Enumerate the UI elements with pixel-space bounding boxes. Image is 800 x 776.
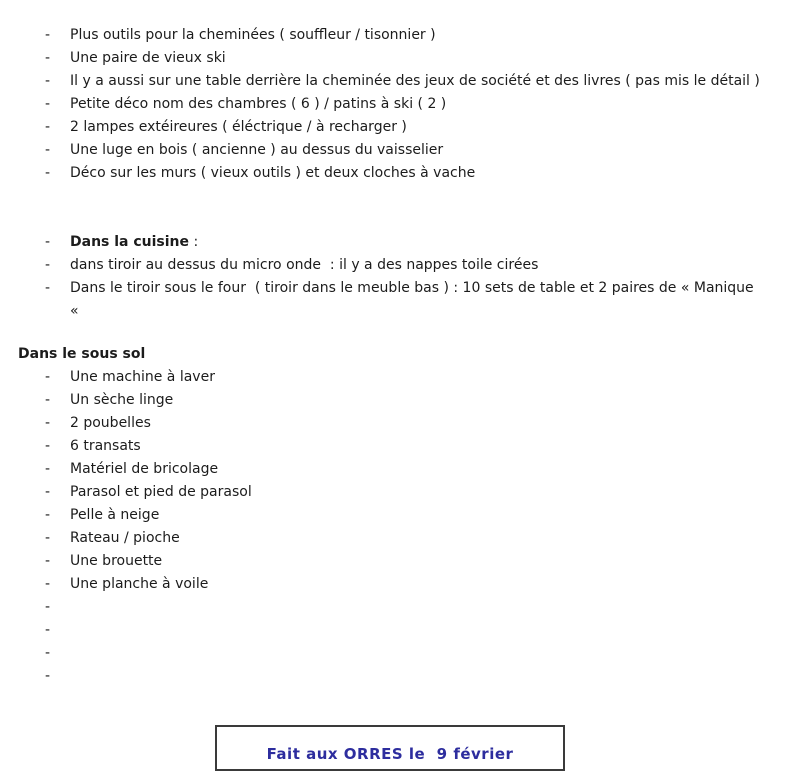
- list-item-text: 2 poubelles: [70, 415, 151, 431]
- list-item-text: Un sèche linge: [70, 392, 174, 408]
- bullet-dash: -: [45, 234, 51, 250]
- list-item-text: 6 transats: [70, 438, 141, 454]
- list-item: [0, 458, 800, 481]
- list-item: [0, 70, 800, 93]
- bullet-dash: -: [45, 438, 51, 454]
- list-item-text: Dans la cuisine :: [70, 234, 199, 250]
- list-item: [0, 162, 800, 185]
- list-item-text: Déco sur les murs ( vieux outils ) et deux cloches à vache: [70, 165, 476, 181]
- list-item: [0, 389, 800, 412]
- list-item: [0, 550, 800, 573]
- bullet-dash: -: [45, 280, 51, 296]
- list-item-text: Il y a aussi sur une table derrière la cheminée des jeux de société et des livres ( pas mis le détail ): [70, 73, 760, 89]
- bullet-dash: -: [45, 576, 51, 592]
- bullet-dash: -: [45, 165, 51, 181]
- bullet-dash: -: [45, 257, 51, 273]
- bullet-dash: -: [45, 27, 51, 43]
- list-item: [0, 665, 800, 688]
- section-heading-sous-sol: Dans le sous sol: [18, 346, 146, 362]
- bullet-dash: -: [45, 73, 51, 89]
- list-item-text: Une brouette: [70, 553, 163, 569]
- list-item: [0, 504, 800, 527]
- bullet-dash: -: [45, 461, 51, 477]
- list-item-text: Plus outils pour la cheminées ( souffleur / tisonnier ): [70, 27, 436, 43]
- list-item-text: Une planche à voile: [70, 576, 209, 592]
- list-cuisine-items: [0, 231, 800, 323]
- bullet-dash: -: [45, 530, 51, 546]
- bullet-dash: -: [45, 392, 51, 408]
- list-item-text: Dans le tiroir sous le four ( tiroir dans le meuble bas ) : 10 sets de table et 2 paires de « Manique «: [70, 280, 759, 319]
- bullet-dash: -: [45, 668, 51, 684]
- list-sous-sol-items: [0, 366, 800, 688]
- bullet-dash: -: [45, 645, 51, 661]
- list-item-text: Pelle à neige: [70, 507, 160, 523]
- list-item-text: Une paire de vieux ski: [70, 50, 226, 66]
- list-item-text: dans tiroir au dessus du micro onde : il y a des nappes toile cirées: [70, 257, 539, 273]
- list-item-text: Une machine à laver: [70, 369, 215, 385]
- list-item: [0, 642, 800, 665]
- list-item: [0, 254, 800, 277]
- bullet-dash: -: [45, 507, 51, 523]
- list-item-text: Rateau / pioche: [70, 530, 180, 546]
- bullet-dash: -: [45, 119, 51, 135]
- bullet-dash: -: [45, 142, 51, 158]
- list-item: [0, 47, 800, 70]
- list-item: [0, 116, 800, 139]
- list-item: [0, 24, 800, 47]
- bullet-dash: -: [45, 484, 51, 500]
- list-item: [0, 573, 800, 596]
- list-upstairs-items: [0, 24, 800, 185]
- bullet-dash: -: [45, 599, 51, 615]
- bullet-dash: -: [45, 553, 51, 569]
- list-item: [0, 481, 800, 504]
- list-item: [0, 231, 800, 254]
- list-item: [0, 619, 800, 642]
- list-item: [0, 139, 800, 162]
- list-item: [0, 412, 800, 435]
- list-item: [0, 527, 800, 550]
- list-item: [0, 93, 800, 116]
- date-text: Fait aux ORRES le 9 février: [266, 745, 514, 763]
- list-item-text: Parasol et pied de parasol: [70, 484, 252, 500]
- list-item: [0, 277, 800, 323]
- list-item: [0, 435, 800, 458]
- list-item: [0, 596, 800, 619]
- date-box: [215, 725, 565, 771]
- list-item-text: Petite déco nom des chambres ( 6 ) / patins à ski ( 2 ): [70, 96, 447, 112]
- list-item-text: 2 lampes extéireures ( éléctrique / à recharger ): [70, 119, 407, 135]
- list-item-text: Une luge en bois ( ancienne ) au dessus du vaisselier: [70, 142, 444, 158]
- list-item-text: Matériel de bricolage: [70, 461, 219, 477]
- bullet-dash: -: [45, 50, 51, 66]
- bullet-dash: -: [45, 96, 51, 112]
- list-item: [0, 366, 800, 389]
- bullet-dash: -: [45, 622, 51, 638]
- bullet-dash: -: [45, 415, 51, 431]
- bullet-dash: -: [45, 369, 51, 385]
